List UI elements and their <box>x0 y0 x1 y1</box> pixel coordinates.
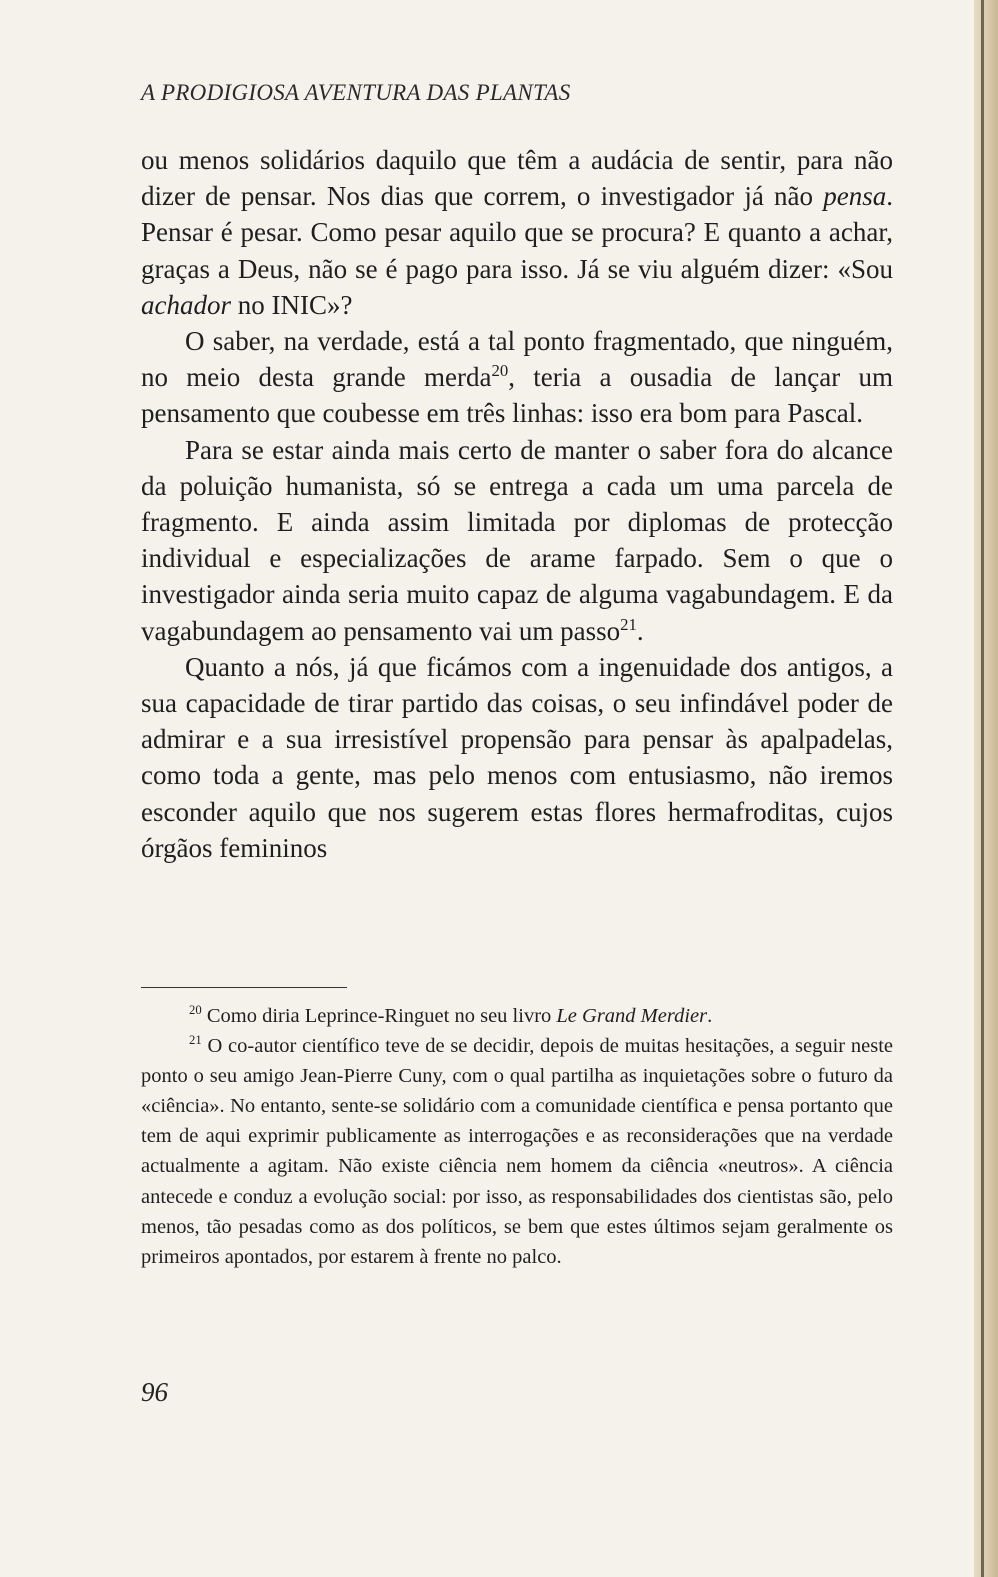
page-number: 96 <box>141 1377 168 1407</box>
footnote-ref-20[interactable]: 20 <box>491 361 509 381</box>
emphasis-achador: achador <box>141 289 231 320</box>
footnote-number: 20 <box>189 1003 202 1018</box>
body-text <box>141 142 893 866</box>
footnote-number: 21 <box>189 1033 202 1048</box>
paragraph-4: Quanto a nós, já que ficámos com a ingenuidade dos antigos, a sua capacidade de tirar partido das coisas, o seu infindável poder de admirar e a sua irresistível propensão para pensar às apalpadelas, como toda a gente, mas pelo menos com entusiasmo, não iremos esconder aquilo que nos sugerem estas flores hermafroditas, cujos órgãos femininos <box>141 651 893 863</box>
footnote-ref-21[interactable]: 21 <box>620 614 637 634</box>
footnote-21: $^{21}$ O co-autor científico teve de se decidir, depois de muitas hesitações, a seguir neste ponto o seu amigo Jean-Pierre Cuny, com o qual partilha as inquietações sobre o futuro da «ciência». No entanto, sente-se solidário com a comunidade científica e pensa portanto que tem de aqui exprimir publicamente as interrogações e as reconsiderações que na verdade actualmente a agitam. Não existe ciência nem homem da ciência «neutros». A ciência antecede e conduz a evolução social: por isso, as responsabilidades dos cientistas são, pelo menos, tão pesadas como as dos políticos, se bem que estes últimos sejam geralmente os primeiros apontados, por estarem à frente no palco. <box>141 1033 893 1268</box>
paragraph-3: Para se estar ainda mais certo de manter o saber fora do alcance da poluição humanista, só se entrega a cada um uma parcela de fragmento. E ainda assim limitada por diplomas de protecção individual e especializações de arame farpado. Sem o que o investigador ainda seria muito capaz de alguma vagabundagem. E da vagabundagem ao pensamento vai um passo$^{21}$. <box>141 434 893 646</box>
emphasis-pensa: pensa <box>823 181 887 212</box>
paragraph-2: O saber, na verdade, está a tal ponto fragmentado, que ninguém, no meio desta grande merda$^{20}$, teria a ousadia de lançar um pensamento que coubesse em três linhas: isso era bom para Pascal. <box>141 326 893 429</box>
footnote-rule <box>141 987 347 988</box>
page-gutter-shadow <box>981 0 984 1577</box>
book-title: Le Grand Merdier <box>556 1005 708 1027</box>
page-edge <box>974 0 998 1577</box>
running-head: A PRODIGIOSA AVENTURA DAS PLANTAS <box>141 80 571 105</box>
footnote-20: $^{20}$ Como diria Leprince-Ringuet no seu livro Le Grand Merdier. <box>189 1003 713 1027</box>
paragraph-1: ou menos solidários daquilo que têm a audácia de sentir, para não dizer de pensar. Nos dias que correm, o investigador já não pensa. Pensar é pesar. Como pesar aquilo que se procura? E quanto a achar, graças a Deus, não se é pago para isso. Já se viu alguém dizer: «Sou achador no INIC»? <box>141 145 893 320</box>
footnotes <box>141 1001 893 1272</box>
